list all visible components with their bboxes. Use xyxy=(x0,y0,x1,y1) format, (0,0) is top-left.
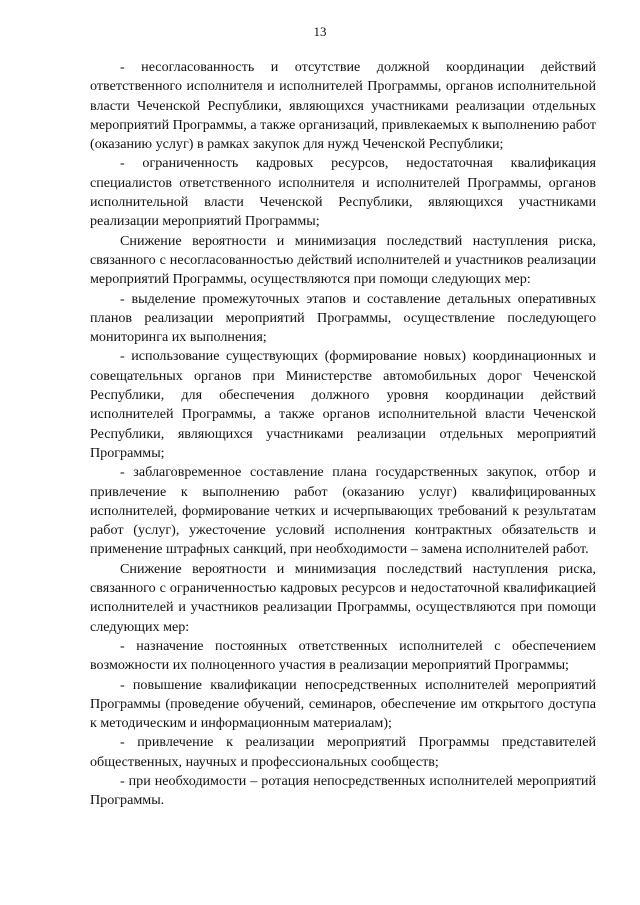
paragraph-measure-qualification: - повышение квалификации непосредственных исполнителей мероприятий Программы (проведение обучений, семинаров, обеспечение им открытого доступа к методическим и информационным материалам); xyxy=(90,676,596,732)
paragraph-measure-communities: - привлечение к реализации мероприятий Программы представителей общественных, научных и профессиональных сообществ; xyxy=(90,734,596,770)
paragraph-measure-coordination-bodies: - использование существующих (формирование новых) координационных и совещательных органов при Министерстве автомобильных дорог Чеченской Республики, для обеспечения должного уровня координации действий исполнителей Программы, а также органов исполнительной власти Чеченской Республики, являющихся участниками реализации отдельных мероприятий Программы; xyxy=(90,348,596,461)
body-text xyxy=(90,58,596,811)
paragraph-measure-rotation: - при необходимости – ротация непосредственных исполнителей мероприятий Программы. xyxy=(90,772,596,809)
paragraph-risk-staff-shortage: - ограниченность кадровых ресурсов, недостаточная квалификация специалистов ответственного исполнителя и исполнителей Программы, органов исполнительной власти Чеченской Республики, являющихся участниками реализации мероприятий Программы; xyxy=(90,155,596,230)
paragraph-measure-stages: - выделение промежуточных этапов и составление детальных оперативных планов реализации мероприятий Программы, осуществление последующего мониторинга их выполнения; xyxy=(90,290,596,346)
paragraph-measure-procurement: - заблаговременное составление плана государственных закупок, отбор и привлечение к выполнению работ (оказанию услуг) квалифицированных исполнителей, формирование четких и исчерпывающих требований к результатам работ (услуг), ужесточение условий исполнения контрактных обязательств и применение штрафных санкций, при необходимости – замена исполнителей работ. xyxy=(90,464,596,558)
page-number: 13 xyxy=(313,24,327,39)
paragraph-mitigation-intro-2: Снижение вероятности и минимизация последствий наступления риска, связанного с ограниченностью кадровых ресурсов и недостаточной квалификацией исполнителей и участников реализации Программы, осуществляются при помощи следующих мер: xyxy=(90,560,596,635)
paragraph-measure-permanent-executors: - назначение постоянных ответственных исполнителей с обеспечением возможности их полноценного участия в реализации мероприятий Программы; xyxy=(90,637,596,674)
paragraph-risk-inconsistency: - несогласованность и отсутствие должной координации действий ответственного исполнителя и исполнителей Программы, органов исполнительной власти Чеченской Республики, являющихся участниками реализации отдельных мероприятий Программы, а также организаций, привлекаемых к выполнению работ (оказанию услуг) в рамках закупок для нужд Чеченской Республики; xyxy=(90,59,596,153)
paragraph-mitigation-intro-1: Снижение вероятности и минимизация последствий наступления риска, связанного с несогласованностью действий исполнителей и участников реализации мероприятий Программы, осуществляются при помощи следующих мер: xyxy=(90,232,596,288)
